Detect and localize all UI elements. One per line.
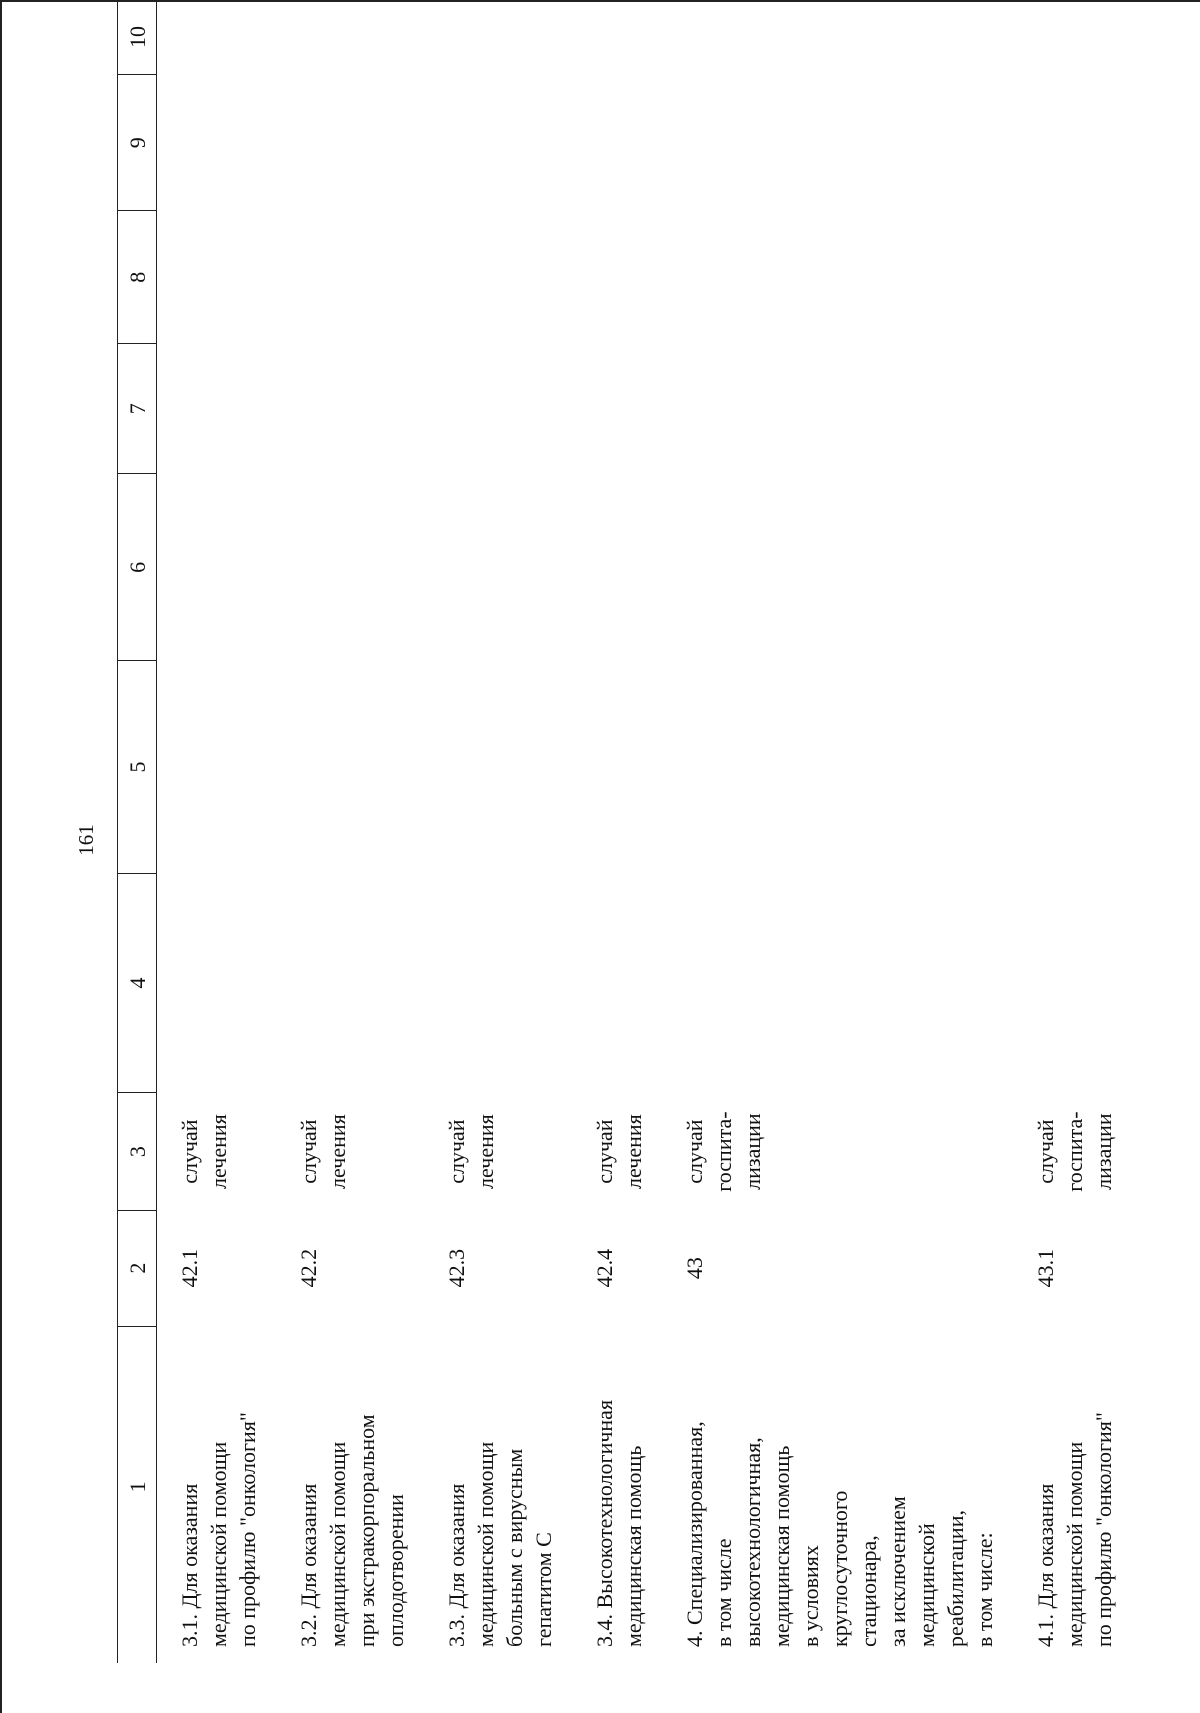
empty-cell bbox=[157, 873, 277, 1093]
empty-cell bbox=[424, 873, 572, 1093]
empty-cell bbox=[157, 343, 277, 474]
table-row bbox=[662, 0, 1013, 1663]
row-line-number: 43 bbox=[682, 1257, 707, 1280]
empty-cell bbox=[1013, 873, 1132, 1093]
empty-cell bbox=[276, 873, 424, 1093]
empty-cell bbox=[157, 75, 277, 211]
empty-cell bbox=[572, 661, 662, 873]
row-line-number: 42.4 bbox=[592, 1248, 617, 1288]
table-row bbox=[1013, 0, 1132, 1663]
empty-cell bbox=[157, 661, 277, 873]
row-label: 4. Специализированная, в том числе высокотехнологичная, медицинская помощь в условиях круглосуточного стационара, за исключением медицинской реабилитации, в том числе: bbox=[682, 1421, 997, 1647]
empty-cell bbox=[424, 75, 572, 211]
column-header: 5 bbox=[118, 661, 157, 873]
column-header: 4 bbox=[118, 873, 157, 1093]
empty-cell bbox=[572, 211, 662, 343]
empty-cell bbox=[662, 474, 1013, 661]
column-header: 3 bbox=[118, 1093, 157, 1210]
row-label: 3.1. Для оказания медицинской помощи по профилю "онкология" bbox=[177, 1412, 260, 1647]
row-line-number: 42.1 bbox=[177, 1248, 202, 1288]
empty-cell bbox=[276, 0, 424, 75]
empty-cell bbox=[157, 474, 277, 661]
row-line-number: 42.3 bbox=[444, 1248, 469, 1288]
empty-cell bbox=[157, 211, 277, 343]
column-header: 9 bbox=[118, 75, 157, 211]
column-header: 1 bbox=[118, 1326, 157, 1663]
row-label: 4.1. Для оказания медицинской помощи по профилю "онкология" bbox=[1033, 1412, 1116, 1647]
empty-cell bbox=[662, 661, 1013, 873]
column-header: 2 bbox=[118, 1210, 157, 1326]
empty-cell bbox=[662, 873, 1013, 1093]
empty-cell bbox=[662, 0, 1013, 75]
empty-cell bbox=[424, 343, 572, 474]
empty-cell bbox=[1013, 75, 1132, 211]
empty-cell bbox=[1013, 661, 1132, 873]
empty-cell bbox=[572, 75, 662, 211]
row-unit: случай госпита- лизации bbox=[1033, 1111, 1116, 1192]
row-unit: случай лечения bbox=[592, 1114, 646, 1189]
empty-cell bbox=[662, 75, 1013, 211]
empty-cell bbox=[424, 474, 572, 661]
column-header: 8 bbox=[118, 211, 157, 343]
row-unit: случай госпита- лизации bbox=[682, 1111, 765, 1192]
row-unit: случай лечения bbox=[177, 1114, 231, 1189]
table-row bbox=[424, 0, 572, 1663]
indicator-table bbox=[117, 0, 1132, 1663]
row-label: 3.2. Для оказания медицинской помощи при экстракорпоральном оплодотворении bbox=[296, 1414, 408, 1647]
empty-cell bbox=[572, 0, 662, 75]
empty-cell bbox=[276, 211, 424, 343]
row-unit: случай лечения bbox=[444, 1114, 498, 1189]
row-label: 3.4. Высокотехнологичная медицинская помощь bbox=[592, 1399, 646, 1647]
empty-cell bbox=[1013, 343, 1132, 474]
empty-cell bbox=[572, 873, 662, 1093]
empty-cell bbox=[662, 343, 1013, 474]
empty-cell bbox=[662, 211, 1013, 343]
row-line-number: 43.1 bbox=[1033, 1248, 1058, 1288]
empty-cell bbox=[276, 343, 424, 474]
table-row bbox=[157, 0, 277, 1663]
empty-cell bbox=[424, 211, 572, 343]
empty-cell bbox=[276, 75, 424, 211]
empty-cell bbox=[1013, 211, 1132, 343]
row-unit: случай лечения bbox=[296, 1114, 350, 1189]
page-number: 161 bbox=[74, 824, 98, 856]
empty-cell bbox=[276, 474, 424, 661]
column-header: 7 bbox=[118, 343, 157, 474]
row-line-number: 42.2 bbox=[296, 1248, 321, 1288]
empty-cell bbox=[1013, 474, 1132, 661]
column-number-row bbox=[118, 0, 157, 1663]
empty-cell bbox=[276, 661, 424, 873]
column-header: 10 bbox=[118, 0, 157, 75]
table-row bbox=[276, 0, 424, 1663]
empty-cell bbox=[572, 474, 662, 661]
table-row bbox=[572, 0, 662, 1663]
row-label: 3.3. Для оказания медицинской помощи больным с вирусным гепатитом С bbox=[444, 1441, 556, 1647]
empty-cell bbox=[1013, 0, 1132, 75]
empty-cell bbox=[572, 343, 662, 474]
empty-cell bbox=[424, 661, 572, 873]
empty-cell bbox=[157, 0, 277, 75]
column-header: 6 bbox=[118, 474, 157, 661]
empty-cell bbox=[424, 0, 572, 75]
